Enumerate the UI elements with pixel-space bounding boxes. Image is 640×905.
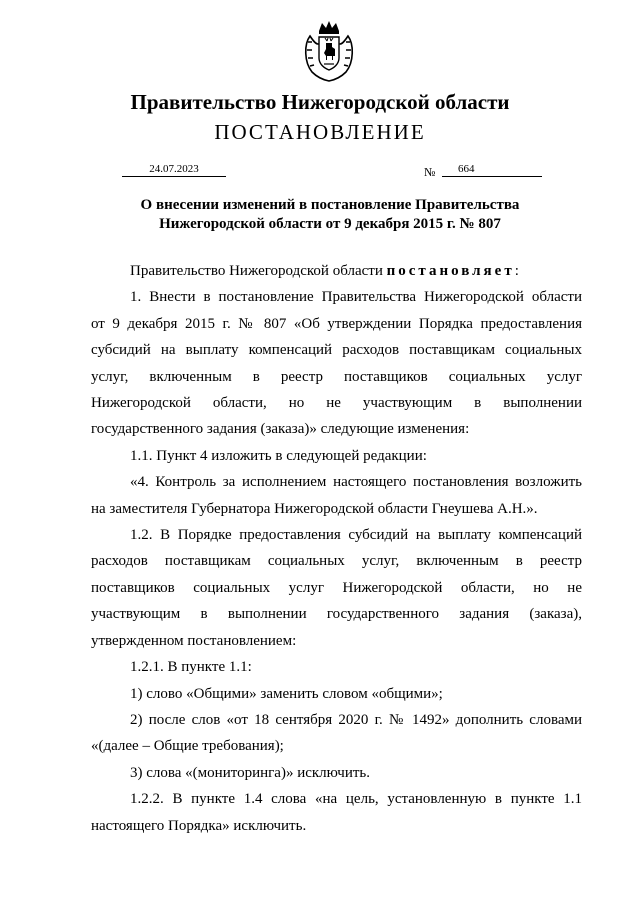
document-type: ПОСТАНОВЛЕНИЕ bbox=[214, 120, 426, 144]
paragraph-line: 2) после слов «от 18 сентября 2020 г. № 1492» дополнить словами bbox=[130, 711, 582, 728]
paragraph-line: 1.2.1. В пункте 1.1: bbox=[130, 659, 252, 676]
document-subject bbox=[60, 196, 600, 234]
paragraph-line: поставщиков социальных услуг Нижегородской области, но не bbox=[91, 579, 582, 596]
paragraph-line: расходов поставщикам социальных услуг, включенным в реестр bbox=[91, 553, 582, 570]
preamble bbox=[91, 258, 582, 284]
paragraph-line: утвержденном постановлением: bbox=[91, 632, 297, 649]
coat-of-arms-emblem bbox=[302, 20, 356, 82]
document-number: 664 bbox=[442, 162, 542, 177]
paragraph-line: услуг, включенным в реестр поставщиков социальных услуг bbox=[91, 368, 582, 385]
paragraph-line: Нижегородской области, но не участвующим в выполнении bbox=[91, 395, 582, 412]
number-label: № bbox=[424, 165, 436, 179]
preamble-colon: : bbox=[514, 263, 519, 279]
paragraph-line: субсидий на выплату компенсаций расходов поставщикам социальных bbox=[91, 342, 582, 359]
document-date: 24.07.2023 bbox=[122, 162, 226, 177]
paragraph-line: от 9 декабря 2015 г. № 807 «Об утверждении Порядка предоставления bbox=[91, 315, 582, 332]
paragraph-line: государственного задания (заказа)» следующие изменения: bbox=[91, 421, 470, 438]
paragraph-line: на заместителя Губернатора Нижегородской области Гнеушева А.Н.». bbox=[91, 500, 538, 517]
paragraph-line: настоящего Порядка» исключить. bbox=[91, 817, 307, 834]
document-body bbox=[91, 258, 582, 839]
paragraph-line: 3) слова «(мониторинга)» исключить. bbox=[130, 764, 370, 781]
paragraph-line: 1.2. В Порядке предоставления субсидий на выплату компенсаций bbox=[130, 527, 582, 544]
paragraph-line: «(далее – Общие требования); bbox=[91, 738, 284, 755]
paragraph-line: 1.2.2. В пункте 1.4 слова «на цель, установленную в пункте 1.1 bbox=[130, 791, 582, 808]
subject-line: Нижегородской области от 9 декабря 2015 г. № 807 bbox=[159, 216, 501, 232]
paragraph-line: 1.1. Пункт 4 изложить в следующей редакции: bbox=[130, 447, 427, 464]
subject-line: О внесении изменений в постановление Правительства bbox=[140, 197, 520, 213]
paragraph-line: участвующим в выполнении государственного задания (заказа), bbox=[91, 606, 582, 623]
organization-title: Правительство Нижегородской области bbox=[130, 90, 510, 114]
paragraph-line: 1) слово «Общими» заменить словом «общими»; bbox=[130, 685, 443, 702]
preamble-text: Правительство Нижегородской области bbox=[130, 263, 383, 279]
paragraph-line: «4. Контроль за исполнением настоящего постановления возложить bbox=[130, 474, 582, 491]
resolves-word: постановляет bbox=[386, 263, 515, 279]
paragraph-line: 1. Внести в постановление Правительства Нижегородской области bbox=[130, 289, 582, 306]
